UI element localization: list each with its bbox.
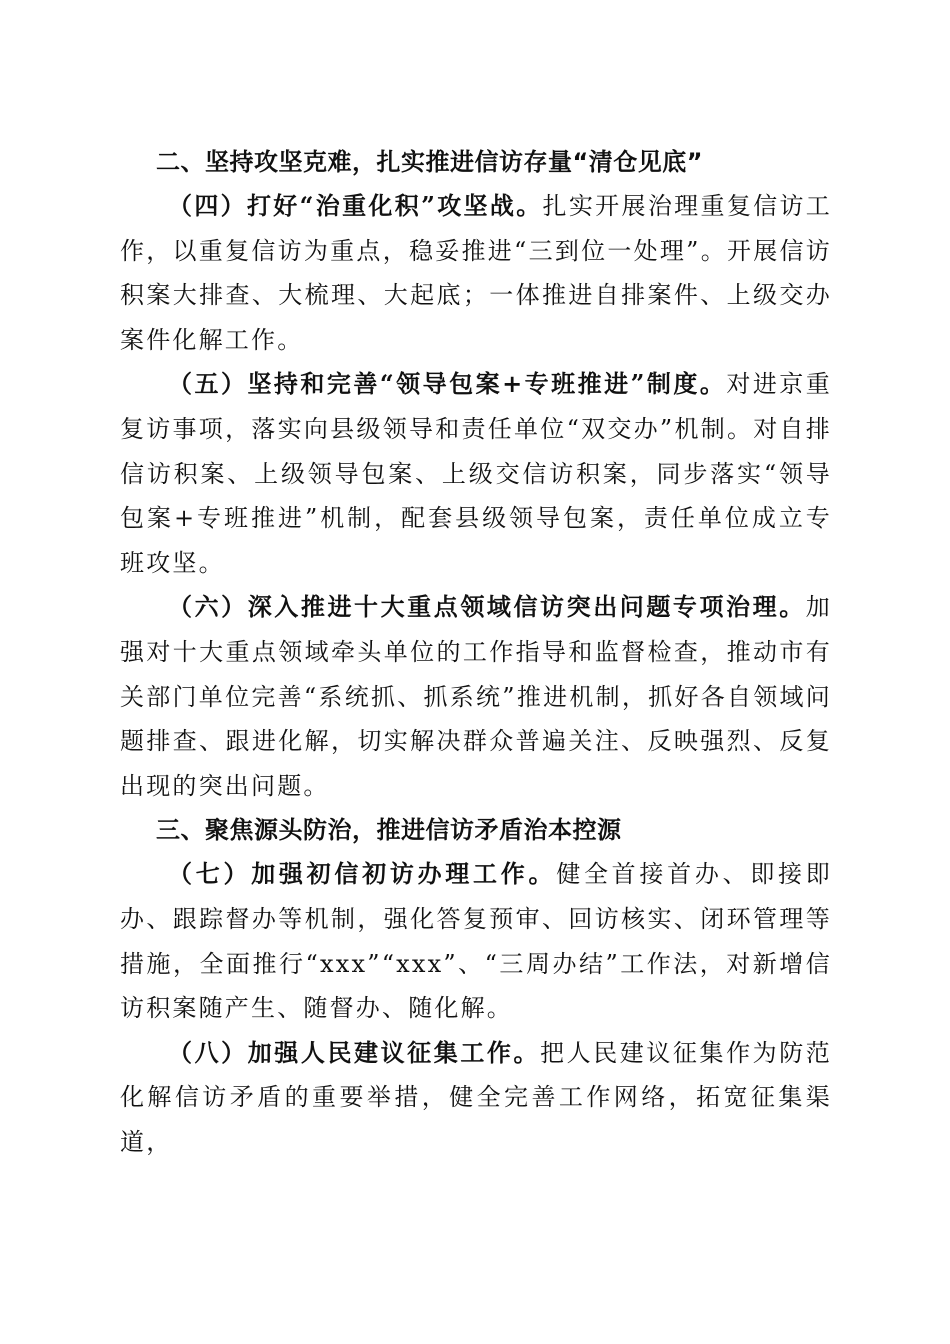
section-2 [120,140,832,808]
paragraph-lead: （五）坚持和完善“领导包案+专班推进”制度。 [168,369,727,399]
paragraph-lead: （六）深入推进十大重点领域信访突出问题专项治理。 [168,592,806,622]
paragraph-lead: （七）加强初信初访办理工作。 [168,859,557,889]
paragraph-body: 扎实开展治理重复信访工作，以重复信访为重点，稳妥推进“三到位一处理”。开展信访积案大排查、大梳理、大起底；一体推进自排案件、上级交办案件化解工作。 [120,192,833,354]
paragraph-body: 把人民建议征集作为防范化解信访矛盾的重要举措，健全完善工作网络，拓宽征集渠道， [120,1038,832,1156]
section-heading: 三、聚焦源头防治，推进信访矛盾治本控源 [156,816,622,845]
paragraph-lead: （八）加强人民建议征集工作。 [168,1037,541,1067]
document-page [120,140,832,1164]
paragraph-body: 健全首接首办、即接即办、跟踪督办等机制，强化答复预审、回访核实、闭环管理等措施，全面推行“xxx”“xxx”、“三周办结”工作法，对新增信访积案随产生、随督办、随化解。 [120,860,832,1023]
paragraph-8 [120,1031,832,1165]
paragraph-body: 对进京重复访事项，落实向县级领导和责任单位“双交办”机制。对自排信访积案、上级领导包案、上级交信访积案，同步落实“领导包案+专班推进”机制，配套县级领导包案，责任单位成立专班攻坚。 [120,370,832,577]
paragraph-4 [120,184,832,362]
paragraph-body: 加强对十大重点领域牵头单位的工作指导和监督检查，推动市有关部门单位完善“系统抓、抓系统”推进机制，抓好各自领域问题排查、跟进化解，切实解决群众普遍关注、反映强烈、反复出现的突出问题。 [120,593,832,800]
section-3 [120,808,832,1164]
paragraph-6 [120,585,832,808]
paragraph-lead: （四）打好“治重化积”攻坚战。 [168,191,543,220]
paragraph-5 [120,362,832,585]
section-heading: 二、坚持攻坚克难，扎实推进信访存量“清仓见底” [156,148,704,176]
paragraph-7 [120,852,832,1030]
